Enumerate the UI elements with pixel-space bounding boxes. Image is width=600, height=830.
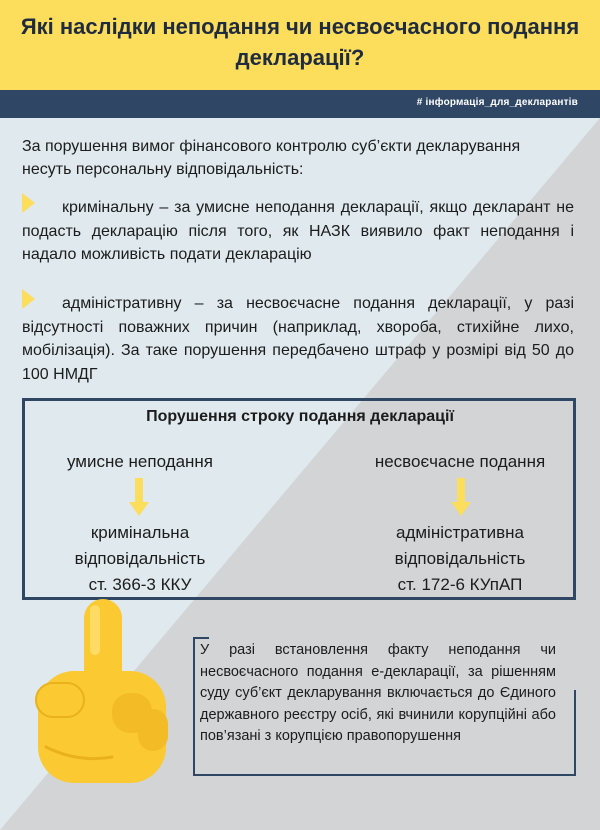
note-text: У разі встановлення факту неподання чи несвоєчасного подання е-декларації, за рішенням суду суб’єкт декларування включається до Єдиного державного реєстру осіб, які вчинили корупційні або пов’язані з корупцією правопорушення (200, 642, 556, 744)
left-column-result (30, 520, 250, 598)
violation-box-title: Порушення строку подання декларації (146, 408, 454, 425)
down-arrow-icon (128, 478, 150, 518)
left-result-line2: відповідальність (74, 549, 206, 568)
note-frame-corner (574, 690, 576, 776)
right-result-line3: ст. 172-6 КУпАП (397, 575, 523, 594)
left-result-line1: кримінальна (90, 523, 190, 542)
down-arrow-icon (450, 478, 472, 518)
administrative-liability-item: адміністративну – за несвоєчасне подання декларації, у разі відсутності поважних причин (наприклад, хвороба, стихійне лихо, мобілізація). За таке порушення передбачено штраф у розмірі від 50 до 100 НМДГ (22, 295, 574, 383)
raised-index-finger-icon (28, 597, 178, 797)
intro-text: За порушення вимог фінансового контролю суб’єкти декларування несуть персональну відповідальність: (22, 138, 521, 178)
right-result-line2: відповідальність (394, 549, 526, 568)
right-result-line1: адміністративна (396, 523, 524, 542)
page-title: Які наслідки неподання чи несвоєчасного подання декларації? (20, 14, 580, 70)
left-result-line3: ст. 366-3 ККУ (88, 575, 192, 594)
right-column-result (350, 520, 570, 598)
hashtag-label: # інформація_для_декларантів (416, 97, 578, 108)
note-frame-corner (193, 637, 209, 639)
criminal-liability-item: кримінальну – за умисне неподання декларації, якщо декларант не подасть декларацію після того, як НАЗК виявило факт неподання і надало можливість подати декларацію (22, 199, 574, 263)
left-column-head: умисне неподання (66, 452, 214, 471)
right-column-head: несвоєчасне подання (374, 452, 546, 471)
